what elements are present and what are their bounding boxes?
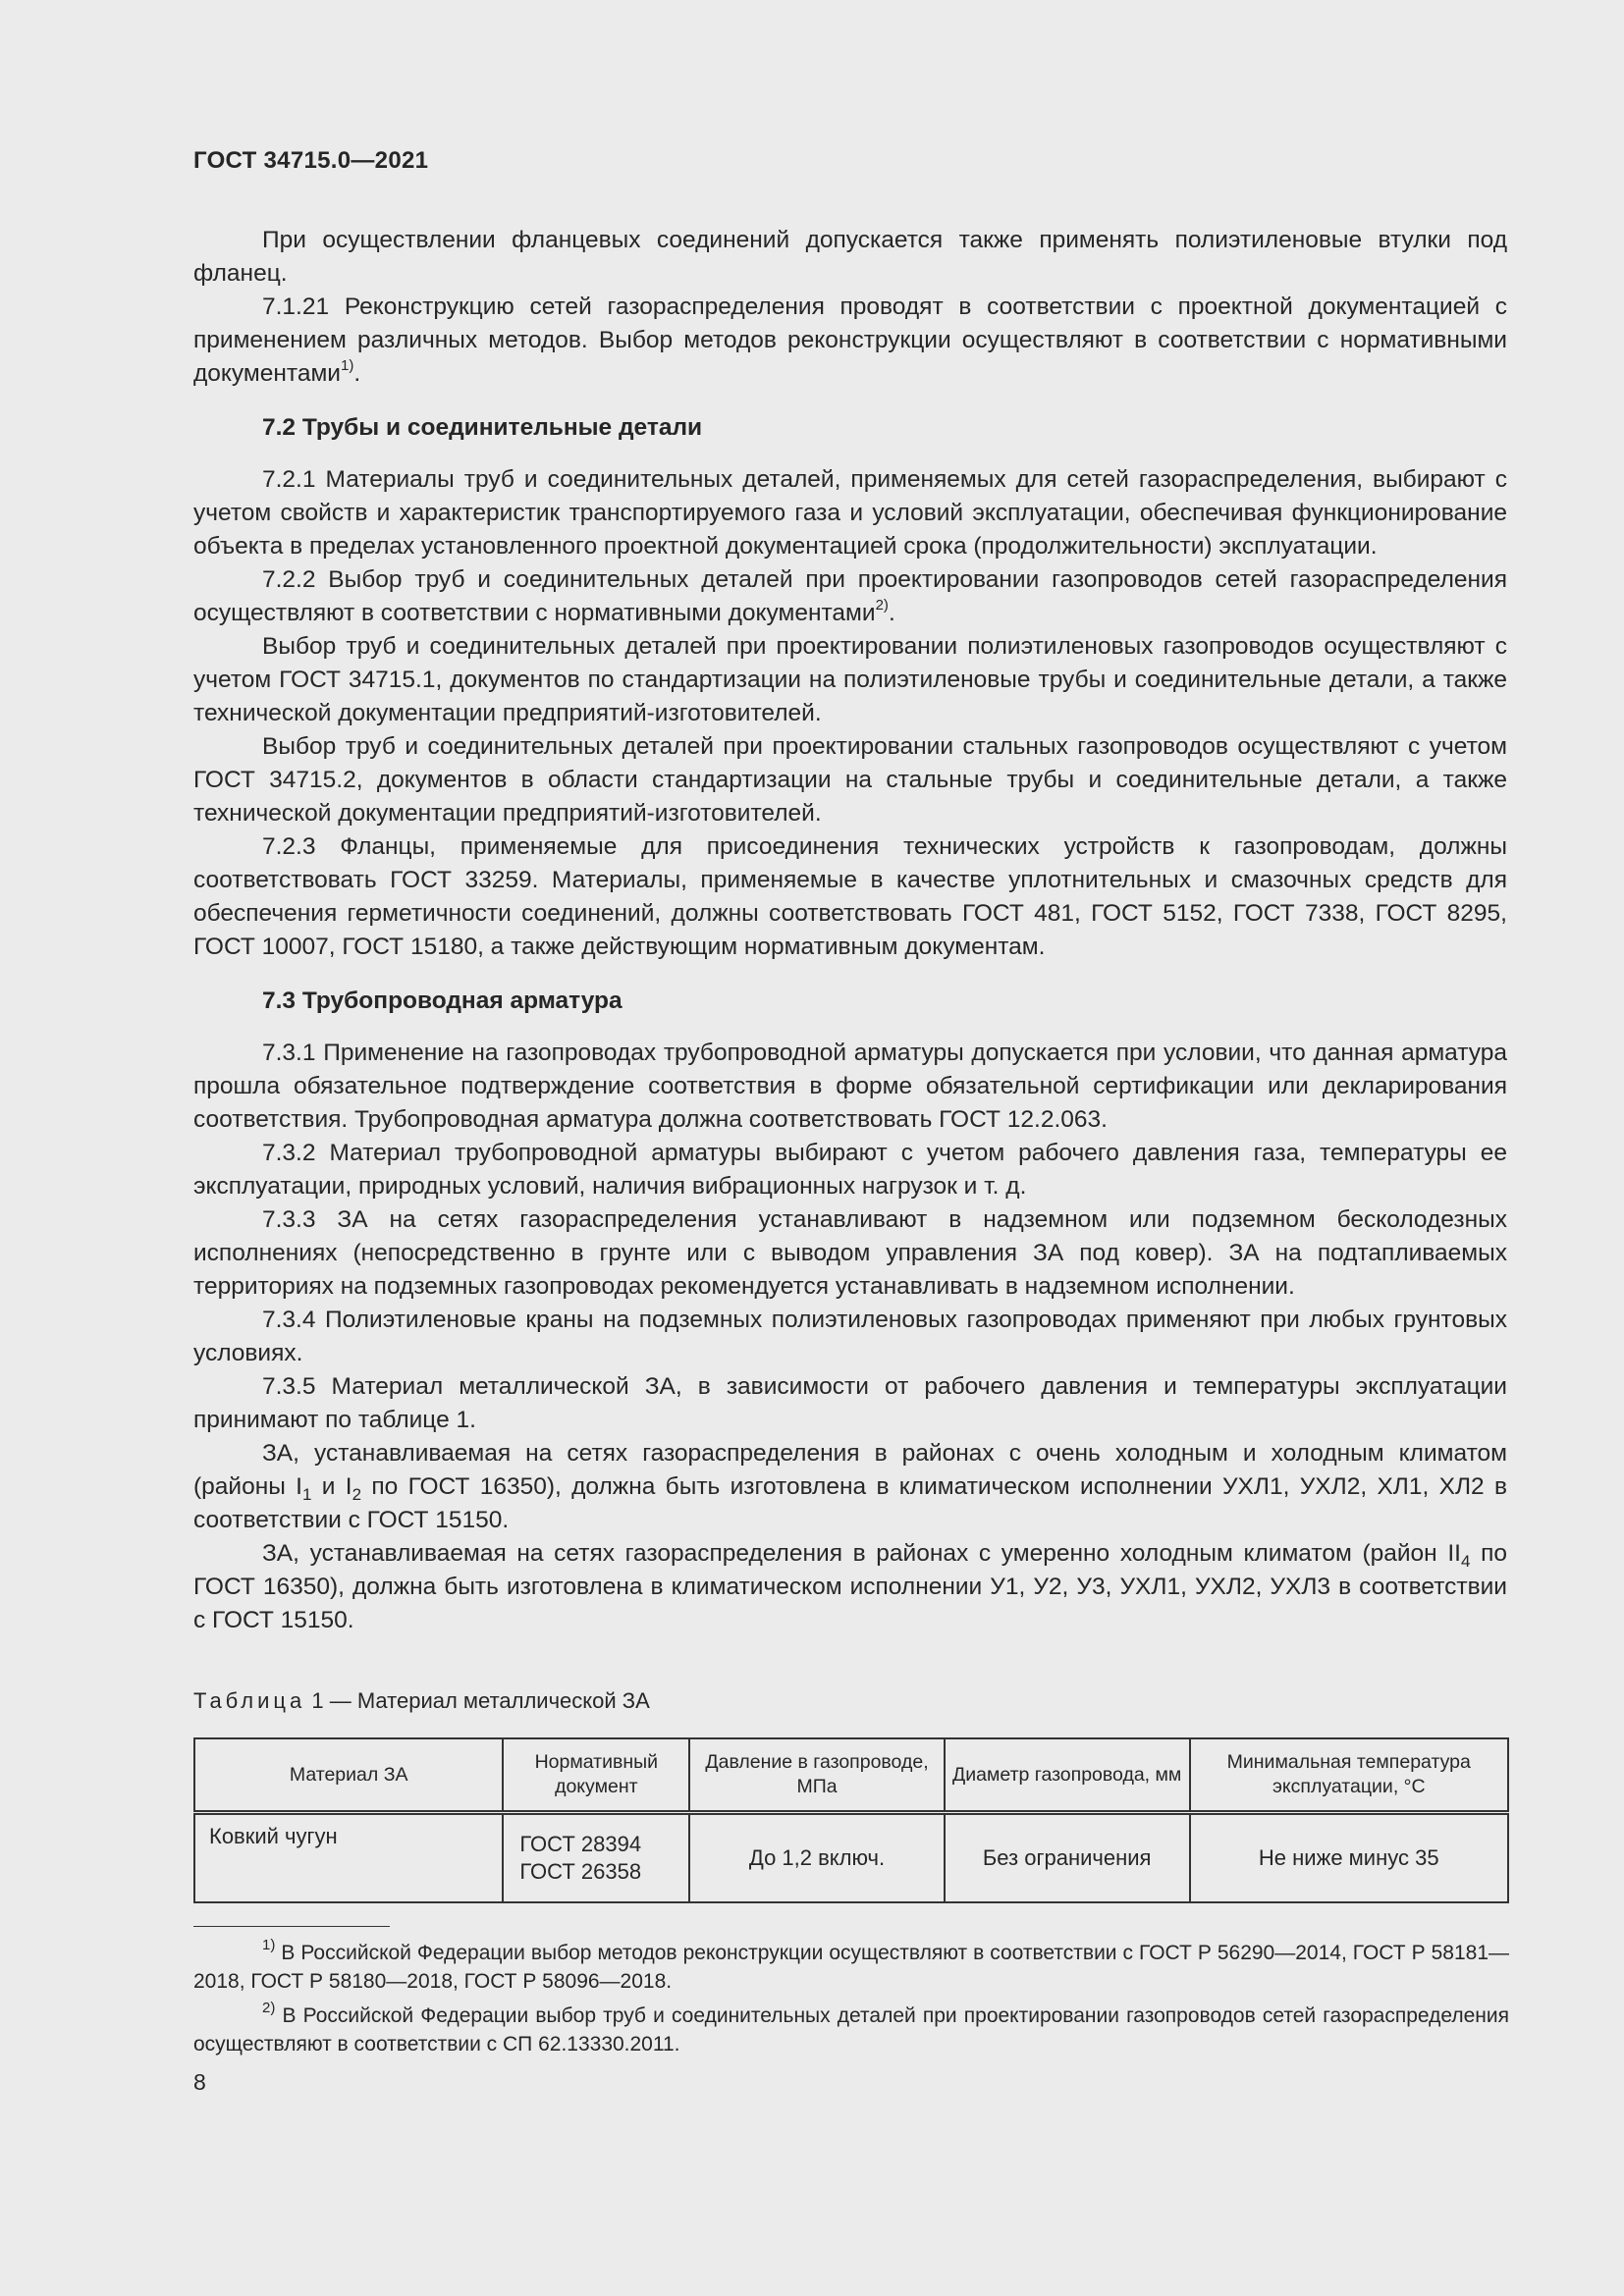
- column-header-material: Материал ЗА: [194, 1738, 503, 1813]
- paragraph-7-2-3: 7.2.3 Фланцы, применяемые для присоединения технических устройств к газопроводам, должны соответствовать ГОСТ 33259. Материалы, применяемые в качестве уплотнительных и смазочных средств для обеспечения герметичности соединений, должны соответствовать ГОСТ 481, ГОСТ 5152, ГОСТ 7338, ГОСТ 8295, ГОСТ 10007, ГОСТ 15180, а также действующим нормативным документам.: [193, 833, 1507, 960]
- footnote-mark: 1): [262, 1937, 276, 1953]
- paragraph-steel-pipes: Выбор труб и соединительных деталей при проектировании стальных газопроводов осуществляют с учетом ГОСТ 34715.2, документов в области стандартизации на стальные трубы и соединительные детали, а также технической документации предприятий-изготовителей.: [193, 733, 1507, 827]
- footnote-ref-2[interactable]: 2): [875, 596, 889, 614]
- material-table: [193, 1737, 1509, 1903]
- column-header-diameter: Диаметр газопровода, мм: [945, 1738, 1190, 1813]
- paragraph-7-3-5: 7.3.5 Материал металлической ЗА, в зависимости от рабочего давления и температуры эксплуатации принимают по таблице 1.: [193, 1373, 1507, 1433]
- paragraph-7-3-3: 7.3.3 ЗА на сетях газораспределения устанавливают в надземном или подземном бесколодезных исполнениях (непосредственно в грунте или с выводом управления ЗА под ковер). ЗА на подтапливаемых территориях на подземных газопроводах рекомендуется устанавливать в надземном исполнении.: [193, 1206, 1507, 1300]
- footnote-2: $^{2)}$ В Российской Федерации выбор труб и соединительных деталей при проектировании газопроводов сетей газораспределения осуществляют в соответствии с СП 62.13330.2011.: [193, 2000, 1509, 2056]
- section-heading-7-3: 7.3 Трубопроводная арматура: [262, 988, 623, 1014]
- cell-temperature: Не ниже минус 35: [1190, 1813, 1509, 1903]
- document-header: ГОСТ 34715.0—2021: [193, 147, 429, 174]
- paragraph-7-2-1: 7.2.1 Материалы труб и соединительных деталей, применяемых для сетей газораспределения, выбирают с учетом свойств и характеристик транспортируемого газа и условий эксплуатации, обеспечивая функционирование объекта в пределах установленного проектной документацией срока (продолжительности) эксплуатации.: [193, 466, 1507, 560]
- paragraph-text: 7.1.21 Реконструкцию сетей газораспределения проводят в соответствии с проектной документацией с применением различных методов. Выбор методов реконструкции осуществляют в соответствии с нормативными документами: [193, 294, 1507, 387]
- cell-material: Ковкий чугун: [194, 1813, 503, 1903]
- table-row: [194, 1813, 1508, 1903]
- cell-diameter: Без ограничения: [945, 1813, 1190, 1903]
- footnotes: [193, 1939, 1509, 2064]
- footnote-mark: 2): [262, 2000, 276, 2016]
- table-header-row: [194, 1738, 1508, 1813]
- column-header-pressure: Давление в газопроводе, МПа: [689, 1738, 945, 1813]
- paragraph-text: 7.2.2 Выбор труб и соединительных деталей при проектировании газопроводов сетей газораспределения осуществляют в соответствии с нормативными документами: [193, 566, 1507, 626]
- paragraph-cold-climate: ЗА, устанавливаемая на сетях газораспределения в районах с очень холодным и холодным климатом (районы $I_1$ и $I_2$ по ГОСТ 16350), должна быть изготовлена в климатическом исполнении УХЛ1, УХЛ2, ХЛ1, ХЛ2 в соответствии с ГОСТ 15150.: [193, 1440, 1507, 1533]
- paragraph-7-3-2: 7.3.2 Материал трубопроводной арматуры выбирают с учетом рабочего давления газа, температуры ее эксплуатации, природных условий, наличия вибрационных нагрузок и т. д.: [193, 1140, 1507, 1200]
- paragraph-polyethylene-pipes: Выбор труб и соединительных деталей при проектировании полиэтиленовых газопроводов осуществляют с учетом ГОСТ 34715.1, документов по стандартизации на полиэтиленовые трубы и соединительные детали, а также технической документации предприятий-изготовителей.: [193, 633, 1507, 726]
- footnote-ref-1[interactable]: 1): [341, 356, 354, 374]
- footnote-1: $^{1)}$ В Российской Федерации выбор методов реконструкции осуществляют в соответствии с ГОСТ Р 56290—2014, ГОСТ Р 58181—2018, ГОСТ Р 58180—2018, ГОСТ Р 58096—2018.: [193, 1937, 1509, 1993]
- paragraph-7-3-4: 7.3.4 Полиэтиленовые краны на подземных полиэтиленовых газопроводах применяют при любых грунтовых условиях.: [193, 1307, 1507, 1366]
- column-header-temperature: Минимальная температура эксплуатации, °С: [1190, 1738, 1509, 1813]
- paragraph-moderate-climate: ЗА, устанавливаемая на сетях газораспределения в районах с умеренно холодным климатом (район $II_4$ по ГОСТ 16350), должна быть изготовлена в климатическом исполнении У1, У2, У3, УХЛ1, УХЛ2, УХЛ3 в соответствии с ГОСТ 15150.: [193, 1540, 1507, 1633]
- section-heading-7-2: 7.2 Трубы и соединительные детали: [262, 414, 703, 441]
- footnote-divider: [193, 1926, 390, 1927]
- column-header-document: Нормативный документ: [503, 1738, 689, 1813]
- table-caption: [193, 1686, 650, 1716]
- table-caption-word: Таблица: [193, 1688, 306, 1713]
- table-caption-title: 1 — Материал металлической ЗА: [305, 1688, 650, 1713]
- main-content: [193, 224, 1507, 1637]
- paragraph-7-3-1: 7.3.1 Применение на газопроводах трубопроводной арматуры допускается при условии, что данная арматура прошла обязательное подтверждение соответствия в форме обязательной сертификации или декларирования соответствия. Трубопроводная арматура должна соответствовать ГОСТ 12.2.063.: [193, 1040, 1507, 1133]
- page-number: 8: [193, 2069, 206, 2095]
- cell-pressure: До 1,2 включ.: [689, 1813, 945, 1903]
- paragraph-7-2-2: 7.2.2 Выбор труб и соединительных деталей при проектировании газопроводов сетей газораспределения осуществляют в соответствии с нормативными документами$^{2)}$.: [193, 566, 1507, 626]
- cell-document: ГОСТ 28394 ГОСТ 26358: [503, 1813, 689, 1903]
- paragraph-flange-bushings: При осуществлении фланцевых соединений допускается также применять полиэтиленовые втулки под фланец.: [193, 227, 1507, 287]
- paragraph-7-1-21: 7.1.21 Реконструкцию сетей газораспределения проводят в соответствии с проектной документацией с применением различных методов. Выбор методов реконструкции осуществляют в соответствии с нормативными документами$^{1)}$.: [193, 294, 1507, 387]
